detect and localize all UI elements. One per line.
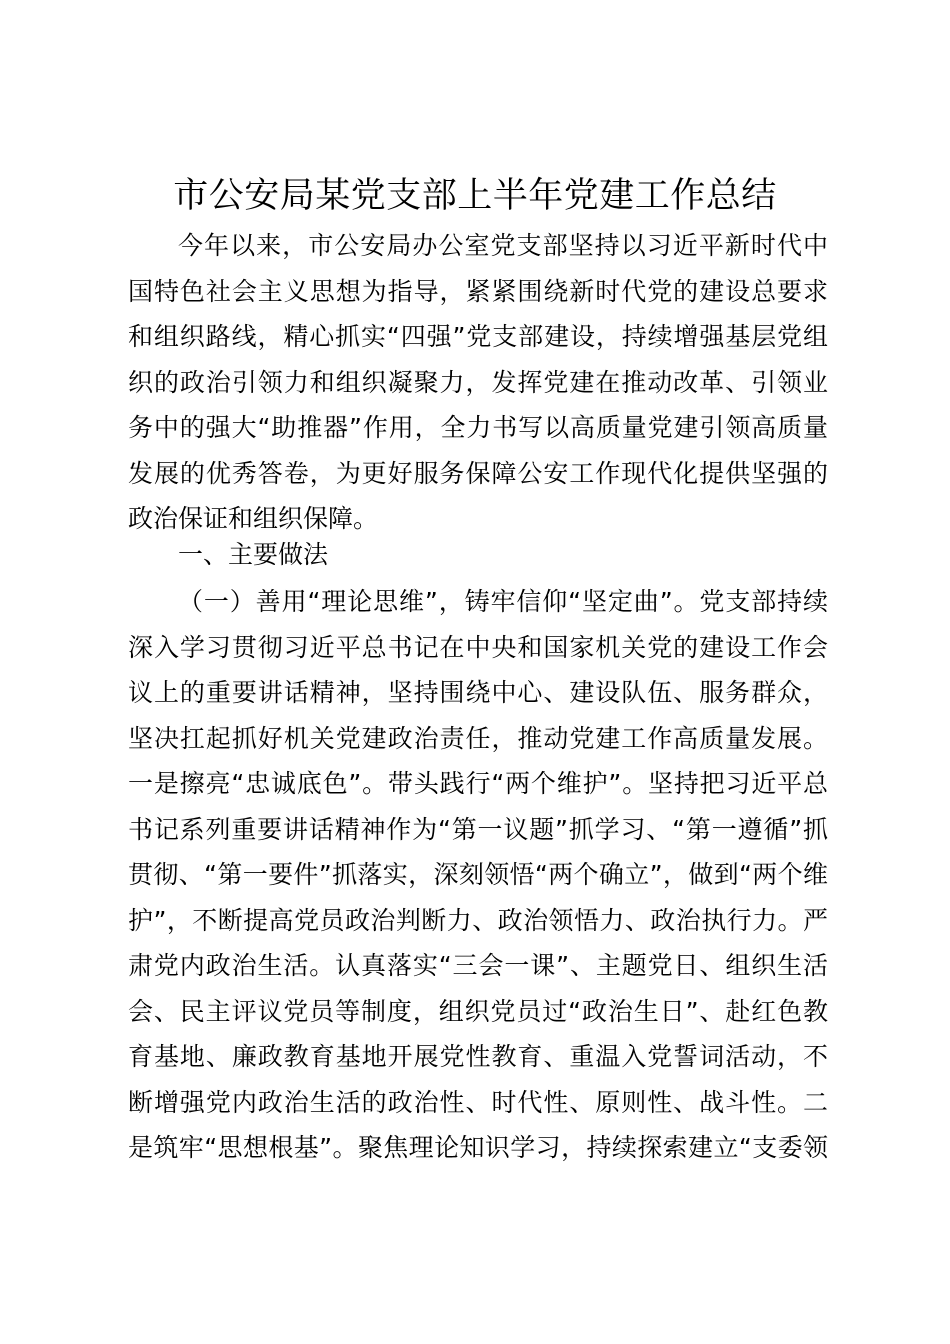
- paragraph-line: 育基地、廉政教育基地开展党性教育、重温入党誓词活动，不: [128, 1042, 828, 1071]
- paragraph-line: 务中的强大“助推器”作用，全力书写以高质量党建引领高质量: [128, 413, 828, 442]
- section-heading-block: [128, 532, 828, 578]
- paragraph-line: 断增强党内政治生活的政治性、时代性、原则性、战斗性。二: [128, 1087, 828, 1117]
- paragraph-line: 和组织路线，精心抓实“四强”党支部建设，持续增强基层党组: [128, 322, 828, 351]
- paragraph-line: 议上的重要讲话精神，坚持围绕中心、建设队伍、服务群众，: [128, 678, 828, 707]
- paragraph-line: 书记系列重要讲话精神作为“第一议题”抓学习、“第一遵循”抓: [128, 814, 828, 844]
- paragraph-line: 贯彻、“第一要件”抓落实，深刻领悟“两个确立”，做到“两个维: [128, 860, 828, 889]
- paragraph-line: 织的政治引领力和组织凝聚力，发挥党建在推动改革、引领业: [128, 367, 828, 397]
- section-one-paragraph: [128, 579, 828, 1171]
- paragraph-line: 是筑牢“思想根基”。聚焦理论知识学习，持续探索建立“支委领: [128, 1133, 828, 1162]
- paragraph-line: 会、民主评议党员等制度，组织党员过“政治生日”、赴红色教: [128, 996, 828, 1026]
- document-title: 市公安局某党支部上半年党建工作总结: [173, 176, 777, 216]
- intro-paragraph: [128, 223, 828, 542]
- paragraph-line: 国特色社会主义思想为指导，紧紧围绕新时代党的建设总要求: [128, 276, 828, 306]
- section-heading: 一、主要做法: [178, 540, 329, 569]
- paragraph-line: 坚决扛起抓好机关党建政治责任，推动党建工作高质量发展。: [128, 723, 828, 753]
- paragraph-line: 深入学习贯彻习近平总书记在中央和国家机关党的建设工作会: [128, 632, 828, 662]
- paragraph-line: 发展的优秀答卷，为更好服务保障公安工作现代化提供坚强的: [128, 458, 828, 488]
- paragraph-line: 一是擦亮“忠诚底色”。带头践行“两个维护”。坚持把习近平总: [128, 769, 828, 798]
- paragraph-line: 政治保证和组织保障。: [128, 504, 379, 533]
- paragraph-line: 今年以来，市公安局办公室党支部坚持以习近平新时代中: [178, 231, 828, 260]
- paragraph-line: 肃党内政治生活。认真落实“三会一课”、主题党日、组织生活: [128, 951, 828, 980]
- paragraph-line: （一）善用“理论思维”，铸牢信仰“坚定曲”。党支部持续: [178, 587, 828, 616]
- paragraph-line: 护”，不断提高党员政治判断力、政治领悟力、政治执行力。严: [128, 905, 828, 935]
